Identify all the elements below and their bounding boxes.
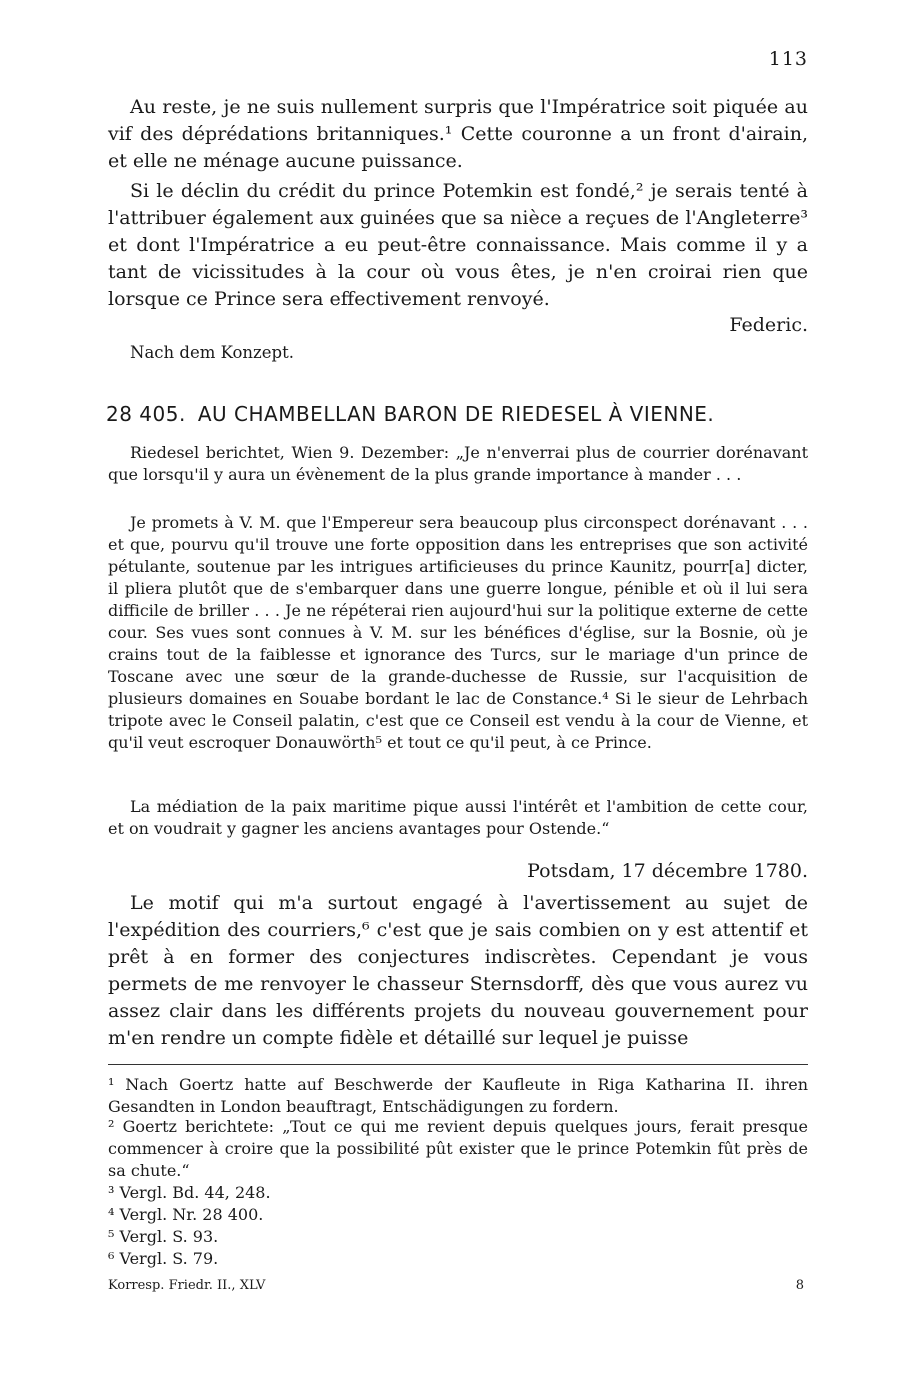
- report-paragraph-3: La médiation de la paix maritime pique aussi l'intérêt et l'ambition de cette cour, et on voudrait y gagner les anciens avantages pour Ostende.“: [108, 797, 808, 838]
- footnote-divider: [108, 1064, 808, 1065]
- letter-heading: [106, 402, 714, 426]
- dateline: Potsdam, 17 décembre 1780.: [527, 860, 808, 882]
- footnote-1: ¹ Nach Goertz hatte auf Beschwerde der Kaufleute in Riga Katharina II. ihren Gesandten in London beauftragt, Entschädigungen zu fordern.: [108, 1075, 808, 1116]
- letter-title: AU CHAMBELLAN BARON DE RIEDESEL À VIENNE.: [197, 402, 715, 426]
- footnote-3: ³ Vergl. Bd. 44, 248.: [108, 1183, 271, 1202]
- footer-citation: Korresp. Friedr. II., XLV: [108, 1278, 266, 1293]
- intro-paragraph-2: Si le déclin du crédit du prince Potemkin est fondé,² je serais tenté à l'attribuer également aux guinées que sa nièce a reçues de l'Angleterre³ et dont l'Impératrice a eu peut-être connaissance. Mais comme il y a tant de vicissitudes à la cour où vous êtes, je n'en croirai rien que lorsque ce Prince sera effectivement renvoyé.: [108, 180, 808, 310]
- source-note: Nach dem Konzept.: [130, 343, 294, 362]
- footnote-2: ² Goertz berichtete: „Tout ce qui me revient depuis quelques jours, ferait presque commencer à croire que la possibilité pût exister que le prince Potemkin fût près de sa chute.“: [108, 1117, 808, 1180]
- letter-body: Le motif qui m'a surtout engagé à l'avertissement au sujet de l'expédition des courriers,⁶ c'est que je sais combien on y est attentif et prêt à en former des conjectures indiscrètes. Cependant je vous permets de me renvoyer le chasseur Sternsdorff, dès que vous aurez vu assez clair dans les différents projets du nouveau gouvernement pour m'en rendre un compte fidèle et détaillé sur lequel je puisse: [108, 892, 808, 1049]
- signature: Federic.: [729, 314, 808, 336]
- page-number: 113: [768, 48, 808, 70]
- report-paragraph-2: Je promets à V. M. que l'Empereur sera beaucoup plus circonspect dorénavant . . . et que, pourvu qu'il trouve une forte opposition dans les entreprises que son activité pétulante, soutenue par les intrigues artificieuses du prince Kaunitz, pourr[a] dicter, il pliera plutôt que de s'embarquer dans une guerre longue, pénible et où il lui sera difficile de briller . . . Je ne répéterai rien aujourd'hui sur la politique externe de cette cour. Ses vues sont connues à V. M. sur les bénéfices d'église, sur la Bosnie, où je crains tout de la faiblesse et ignorance des Turcs, sur le mariage d'un prince de Toscane avec une sœur de la grande-duchesse de Russie, sur l'acquisition de plusieurs domaines en Souabe bordant le lac de Constance.⁴ Si le sieur de Lehrbach tripote avec le Conseil palatin, c'est que ce Conseil est vendu à la cour de Vienne, et qu'il veut escroquer Donauwörth⁵ et tout ce qu'il peut, à ce Prince.: [108, 513, 808, 752]
- signature-mark: 8: [795, 1278, 804, 1293]
- footnote-6: ⁶ Vergl. S. 79.: [108, 1249, 219, 1268]
- footnote-4: ⁴ Vergl. Nr. 28 400.: [108, 1205, 264, 1224]
- report-paragraph-1: Riedesel berichtet, Wien 9. Dezember: „Je n'enverrai plus de courrier dorénavant que lorsqu'il y aura un évènement de la plus grande importance à mander . . .: [108, 443, 808, 484]
- letter-number: 28 405.: [106, 402, 186, 426]
- footnote-5: ⁵ Vergl. S. 93.: [108, 1227, 219, 1246]
- intro-paragraph-1: Au reste, je ne suis nullement surpris que l'Impératrice soit piquée au vif des déprédations britanniques.¹ Cette couronne a un front d'airain, et elle ne ménage aucune puissance.: [108, 96, 808, 172]
